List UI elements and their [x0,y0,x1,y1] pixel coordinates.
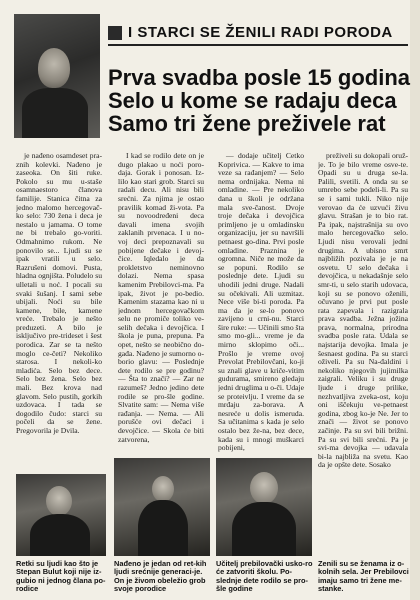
column-1-text: je nađeno osamdeset pra-znih kolevki. Nađeno je zaseoka. On šiti ruke. Pokolo su mu u-staše osamnaestoro članova familije. Stanica čitna za jedno malomo hercegovač-ko selo: 730 žena i deca je nestalo u jamama. O tome ne bi trebalo go-voriti. Odmahnimo rukom. Ne ponovilo se... Ljudi su se ipak vratili u selo. Razrušeni domovi. Pusta, hladna ognjišta. Poludelo su ulletali u noć. I pocali su svaki šušanj. I sami sebe ubijali. Noći su bile kamene, bile, kamene vreće. Trebalo je nešto preduzeti. A bilo je isključivo pre-trideset i šest porodica. Zar se ta nešto moglo ce-četi? Nekoliko starosa. I nekoli-ko mladića. Selo bez dece. Selo bez žena. Selo bez mali. Bez krova nad glavom. Selo pustih, gorkih uzdovaca. I tada se dogodilo čudo: starci su počeli da se žene. Pregovorila je Dvila. [16,152,102,435]
article-column-3 [218,152,304,452]
article-column-1 [16,152,102,470]
caption-photo-1: Retki su ljudi kao što je Stepan Bulut koji nije iz-gubio ni jednog člana po-rodice [16,559,106,594]
page-edge-strip [410,0,420,600]
headline-line-3: Samo tri žene preživele rat [108,111,386,136]
caption-column-4: Zenili su se ženama iz o-kolnih sela. Jer Prebilovci imaju samo tri žene me-stanke. [318,559,409,594]
photo-1-body [30,514,90,556]
article-headline [108,66,410,135]
photo-2-head [152,476,174,502]
photo-1-head [46,486,72,516]
portrait-photo-elderly-man [14,14,100,138]
column-4-text: preživeli su dokopali oruž-je. To je bilo vreme osve-te. Opadi su u druga se-la. Palili, svetili. A onda su se umrebo sebe podeli-li. Pa su se i sami tukli. Niko nije verovao da će uzvući živu glavu. Strašan je to bio rat. Pa ipak, najstrašnija su ovo malo hercegovačko selo. Ljudi nisu verovali jedni drugima. A ubisno smrt najbližih pozivala je je na osvetu. U selo dečaka i devojčica, u nekadašnje selo smr-ti, u selo starih udovaca, koji su se ponovo oženili, očuvano je prvi put posle rata zapevala i razigrala prava svadba. Ježna jožina prava, normalna, prirodna svadba posle rata. Udala se najstarija devojka. Imala je šesnaest godina. Pa su starci oživeli. Pa su Na-đaldini i nekoliko njegovih jujimilka zaigrali. Veliku i su druge ljude i druge prilike, nezhvatljiva zveka-ost, koju oni iščekuju ve-petnaest godina, zbog ko-je Ne. Jer to znači — život se ponovo začinje. Pa su svi bili brižni. Pa su svi bili srećni. Pa je svi-ma devojka — udavala bi-la najbliža na svetu. Kao da je opšte dete. Sosako [318,152,408,470]
header-divider [108,44,408,46]
article-column-2 [118,152,204,452]
section-marker-square [108,26,122,40]
photo-3-head [250,472,278,504]
section-title: I STARCI SE ŽENILI RADI PORODA [128,24,393,41]
photo-3-body [232,502,296,556]
column-2-text: I kad se rodilo dete on je dugo plakao u noći poro-daja. Gorak i ponosan. Iz-lilo kao stari grob. Starci su radali decu. Ali nisu bili srećni. Za njima je ostao pravilik komad ži-vota. Pa su novoodređeni deca davali imena svojih zaklanih prvenaca. I u no-voj deci prepoznavali su pobijene dečake i devoj-čice. Iqledalo je da prokletstvo neminovno dolazi. Nema spasa kamenim Prebilovci-ma. Pa ipak, život je po-bedio. Kamenim stazama kao ni u jednom hercegovačkom selu ne promiče toliko ve-selih dečaka i devojčica. I škola je puna, prepuna. Pa opet, nešto se neobično do-gađa. Nađeno je sumorno o-borio glavu: — Poslednje dete rodilo se pre godinu? — Šta to znači? — Zar ne razumeš? Jedno jedino dete rodile se pro-šle godine. Slvatite sam: — Nema više rađanja. — Nema. — Ali porušće ovi dečaci i devojčice. — Skola će biti zatvorena, [118,152,204,444]
caption-photo-2: Nađeno je jedan od ret-kih ljudi srećnije generaci-je. On je živom obeležio grob svoje porodice [114,559,207,594]
photo-teacher [216,458,312,556]
portrait-face [38,48,70,88]
photo-2-body [138,500,188,556]
caption-photo-3: Učitelj prebilovački usko-ro će zatvoriti školu. Po-slednje dete rodilo se pro-šle godine [216,559,313,594]
headline-line-1: Prva svadba posle 15 godina [108,65,411,90]
photo-stepan-bulut [16,474,106,556]
portrait-coat [22,88,88,138]
photo-man-at-grave [114,458,210,556]
headline-line-2: Selo u kome se radaju deca [108,88,397,113]
column-3-text: — dodaje učitelj Cetko Koprivica. — Kakve to ima veze sa rađanjem? — Selo nema ordnijaka. Nema ni omladine. — Pre nekoliko dana u školi je održana mala sve-čanost. Dvoje troje dečaka i devojčica primljeno je u omladinsku organizaciju, jer su navršili petnaest go-dina. Prvi posle omladine. Praznina je ogromna. Niče ne može da se popuni. Rodilo se poslednje dete. Ljudi su uhodili jedni druge. Nadali su očekivali. Ali uzmitaz. Nece više bi-ti poroda. Pa ma da je se-lo ponovo zavijeno u crni-nu. Starci šire ruke: — Učinili smo šta smo mo-gli... vreme je da mirno sklopimo oči... Prošlo je vreme ovoj Prevolat Prebilovčani, ko-ji su znali glave u kriče-vitim gudurama, smireno gledaju jedni druglima u o-či. Udaje se proteivlju. I vreme da se mrđaju za-borava. A nesreće u dolis ismeruda. Sa učitanima s kada je selo ostalo bez že-na, bez dece, kada su i mnogi muškarci pobijeni, [218,152,304,452]
article-column-4 [318,152,408,572]
